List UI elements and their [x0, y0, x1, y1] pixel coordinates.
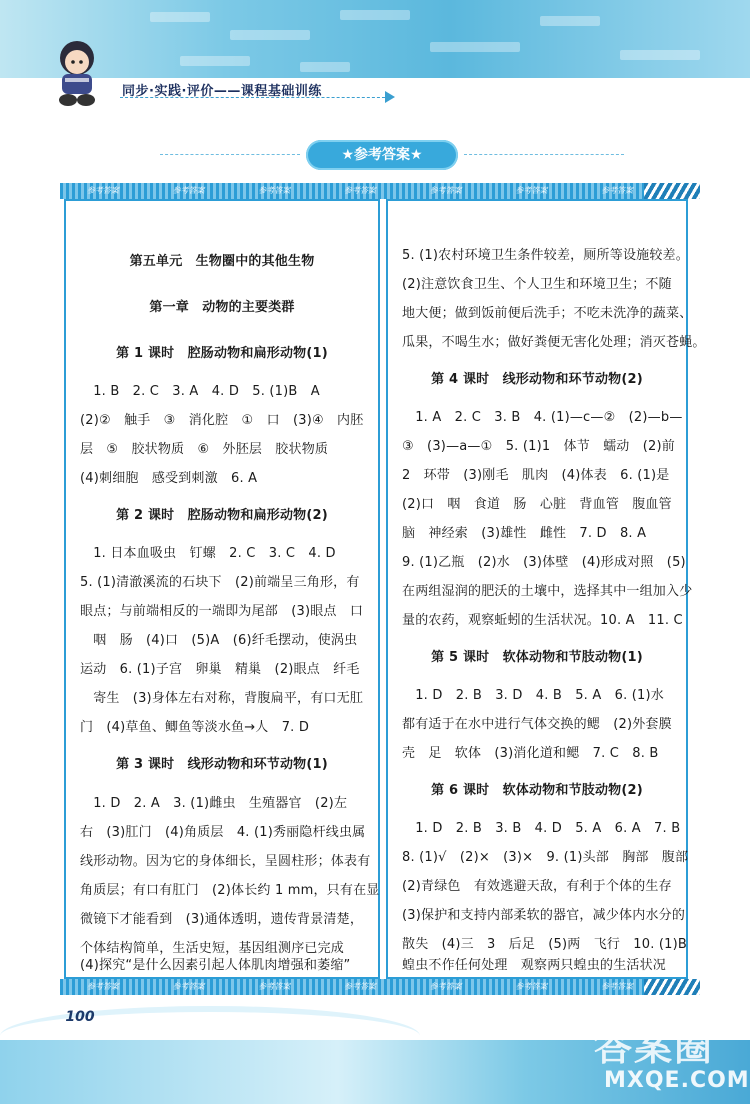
- strip-label: 参考答案: [429, 982, 462, 991]
- answer-line: 1. 日本血吸虫 钉螺 2. C 3. C 4. D: [80, 546, 336, 561]
- answer-line: ③ (3)—a—① 5. (1)1 体节 蠕动 (2)前: [402, 439, 675, 454]
- answer-line: 1. D 2. A 3. (1)雌虫 生殖器官 (2)左: [80, 796, 348, 811]
- answer-title-row: [160, 140, 625, 170]
- strip-label: 参考答案: [172, 982, 205, 991]
- answer-line: (4)探究“是什么因素引起人体肌肉增强和萎缩”: [80, 958, 351, 973]
- unit-title: 第五单元 生物圈中的其他生物: [129, 254, 315, 269]
- answer-line: 1. D 2. B 3. D 4. B 5. A 6. (1)水: [402, 688, 664, 703]
- top-strip: [60, 183, 700, 199]
- lesson-title: 第 3 课时 线形动物和环节动物(1): [116, 757, 328, 772]
- answer-line: 微镜下才能看到 (3)通体透明，遗传背景清楚，: [80, 912, 364, 927]
- chapter-title: 第一章 动物的主要类群: [149, 300, 295, 315]
- lesson-title: 第 1 课时 腔肠动物和扁形动物(1): [116, 346, 328, 361]
- answer-line: 壳 足 软体 (3)消化道和鳃 7. C 8. B: [402, 746, 659, 761]
- lesson-title: 第 5 课时 软体动物和节肢动物(1): [431, 650, 643, 665]
- answer-line: 1. D 2. B 3. B 4. D 5. A 6. A 7. B: [402, 821, 681, 836]
- strip-label: 参考答案: [172, 186, 205, 195]
- strip-label: 参考答案: [86, 982, 119, 991]
- strip-label: 参考答案: [515, 982, 548, 991]
- answer-line: 脑 神经索 (3)雄性 雌性 7. D 8. A: [402, 526, 647, 541]
- answer-title: ★参考答案★: [306, 140, 458, 170]
- answer-line: (2)青绿色 有效逃避天敌，有利于个体的生存: [402, 879, 672, 894]
- top-banner: [0, 0, 750, 78]
- strip-label: 参考答案: [343, 186, 376, 195]
- bottom-strip: [60, 979, 700, 995]
- answer-line: 2 环带 (3)刚毛 肌肉 (4)体表 6. (1)是: [402, 468, 670, 483]
- answer-line: 在两组湿润的肥沃的土壤中，选择其中一组加入少: [402, 584, 693, 599]
- lesson-title: 第 4 课时 线形动物和环节动物(2): [431, 372, 643, 387]
- watermark: [584, 1016, 750, 1102]
- answer-line: (3)保护和支持内部柔软的器官，减少体内水分的: [402, 908, 686, 923]
- answer-line: 地大便；做到饭前便后洗手；不吃未洗净的蔬菜、: [402, 306, 693, 321]
- strip-label: 参考答案: [429, 186, 462, 195]
- answer-line: 5. (1)清澈溪流的石块下 (2)前端呈三角形，有: [80, 575, 360, 590]
- answer-line: 个体结构简单，生活史短，基因组测序已完成: [80, 941, 345, 956]
- answer-line: 角质层；有口有肛门 (2)体长约 1 mm，只有在显: [80, 883, 380, 898]
- answer-line: 线形动物。因为它的身体细长，呈圆柱形；体表有: [80, 854, 371, 869]
- right-column: [386, 199, 706, 979]
- answer-line: 瓜果，不喝生水；做好粪便无害化处理；消灭苍蝇。: [402, 335, 706, 350]
- page-number: 100: [65, 1009, 95, 1025]
- lesson-title: 第 2 课时 腔肠动物和扁形动物(2): [116, 508, 328, 523]
- answer-frame: [60, 183, 706, 995]
- answer-line: 层 ⑤ 胶状物质 ⑥ 外胚层 胶状物质: [80, 442, 329, 457]
- strip-label: 参考答案: [601, 982, 634, 991]
- answer-line: 右 (3)肛门 (4)角质层 4. (1)秀丽隐杆线虫属: [80, 825, 366, 840]
- series-title: 同步·实践·评价——课程基础训练: [122, 84, 322, 99]
- header-divider: [120, 97, 390, 98]
- lesson-title: 第 6 课时 软体动物和节肢动物(2): [431, 783, 643, 798]
- answer-line: 门 (4)草鱼、鲫鱼等淡水鱼→人 7. D: [80, 720, 310, 735]
- strip-label: 参考答案: [258, 982, 291, 991]
- strip-label: 参考答案: [258, 186, 291, 195]
- answer-line: 都有适于在水中进行气体交换的鳃 (2)外套膜: [402, 717, 672, 732]
- answer-line: 1. A 2. C 3. B 4. (1)—c—② (2)—b—: [402, 410, 683, 425]
- answer-line: 量的农药，观察蚯蚓的生活状况。10. A 11. C: [402, 613, 683, 628]
- strip-label: 参考答案: [86, 186, 119, 195]
- answer-line: 散失 (4)三 3 后足 (5)两 飞行 10. (1)B: [402, 937, 688, 952]
- strip-label: 参考答案: [343, 982, 376, 991]
- arrow-icon: [385, 91, 395, 103]
- mascot-avatar: [48, 36, 106, 108]
- answer-line: 蝗虫不作任何处理 观察两只蝗虫的生活状况: [402, 958, 667, 973]
- left-column: [64, 199, 380, 979]
- answer-line: 咽 肠 (4)口 (5)A (6)纤毛摆动，使涡虫: [80, 633, 358, 648]
- strip-label: 参考答案: [601, 186, 634, 195]
- answer-line: (2)注意饮食卫生、个人卫生和环境卫生；不随: [402, 277, 672, 292]
- answer-line: 1. B 2. C 3. A 4. D 5. (1)B A: [80, 384, 320, 399]
- answer-line: 5. (1)农村环境卫生条件较差，厕所等设施较差。: [402, 248, 689, 263]
- strip-label: 参考答案: [515, 186, 548, 195]
- answer-line: 8. (1)√ (2)× (3)× 9. (1)头部 胸部 腹部: [402, 850, 689, 865]
- answer-line: 9. (1)乙瓶 (2)水 (3)体壁 (4)形成对照 (5): [402, 555, 686, 570]
- answer-line: 寄生 (3)身体左右对称，背腹扁平，有口无肛: [80, 691, 364, 706]
- answer-line: (2)② 触手 ③ 消化腔 ① 口 (3)④ 内胚: [80, 413, 364, 428]
- answer-line: (4)刺细胞 感受到刺激 6. A: [80, 471, 258, 486]
- watermark-logo: 答案圈: [594, 1025, 715, 1069]
- answer-line: (2)口 咽 食道 肠 心脏 背血管 腹血管: [402, 497, 672, 512]
- watermark-url: MXQE.COM: [604, 1068, 750, 1093]
- answer-line: 运动 6. (1)子宫 卵巢 精巢 (2)眼点 纤毛: [80, 662, 360, 677]
- answer-line: 眼点；与前端相反的一端即为尾部 (3)眼点 口: [80, 604, 364, 619]
